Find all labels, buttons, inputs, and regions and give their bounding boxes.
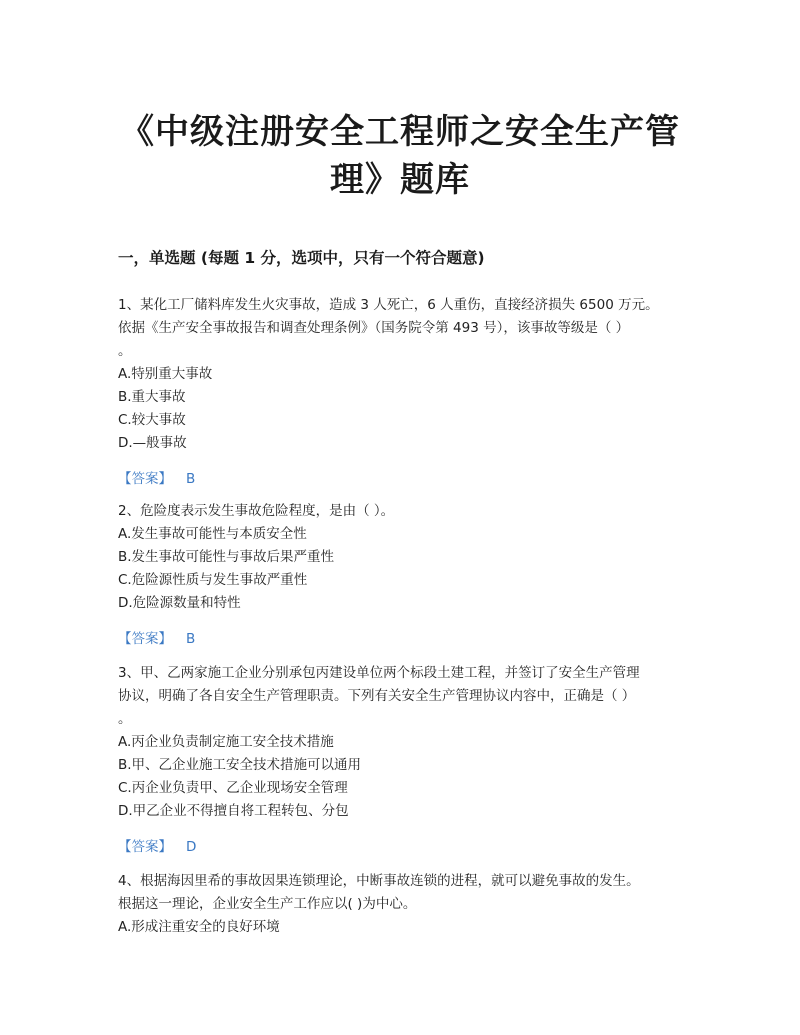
answer-label: 【答案】 [118,839,172,855]
stem-line: 根据这一理论，企业安全生产工作应以( )为中心。 [118,896,417,912]
option-a: A.发生事故可能性与本质安全性 [118,526,307,542]
question-3 [118,662,678,859]
option-a: A.丙企业负责制定施工安全技术措施 [118,734,334,750]
question-stem [118,870,678,916]
question-stem [118,294,678,363]
question-1 [118,294,678,491]
answer-value: D [186,839,197,855]
option-c: C.丙企业负责甲、乙企业现场安全管理 [118,780,348,796]
answer-row [118,836,678,859]
stem-line: 3、甲、乙两家施工企业分别承包丙建设单位两个标段土建工程，并签订了安全生产管理 [118,665,640,681]
option-c: C.较大事故 [118,412,186,428]
answer-value: B [186,471,196,487]
question-2 [118,500,678,651]
option-d: D.甲乙企业不得擅自将工程转包、分包 [118,803,349,819]
option-b: B.重大事故 [118,389,186,405]
option-d: D.危险源数量和特性 [118,595,241,611]
option-a: A.特别重大事故 [118,366,213,382]
option-b: B.发生事故可能性与事故后果严重性 [118,549,335,565]
stem-line: 协议，明确了各自安全生产管理职责。下列有关安全生产管理协议内容中，正确是（ ） [118,688,636,704]
question-4 [118,870,678,939]
option-d: D.—般事故 [118,435,187,451]
answer-row [118,468,678,491]
answer-label: 【答案】 [118,631,172,647]
question-stem [118,662,678,731]
answer-value: B [186,631,196,647]
question-stem [118,500,678,523]
stem-line: 4、根据海因里希的事故因果连锁理论，中断事故连锁的进程，就可以避免事故的发生。 [118,873,640,889]
stem-line: 2、危险度表示发生事故危险程度，是由（ ）。 [118,503,395,519]
option-c: C.危险源性质与发生事故严重性 [118,572,308,588]
section-heading: 一，单选题 (每题 1 分，选项中，只有一个符合题意) [118,249,485,267]
stem-line: 1、某化工厂储料库发生火灾事故，造成 3 人死亡，6 人重伤，直接经济损失 6500 万元。 [118,297,659,313]
option-a: A.形成注重安全的良好环境 [118,919,280,935]
stem-line: 。 [118,343,132,359]
document-title: 《中级注册安全工程师之安全生产管理》题库 [120,112,680,200]
answer-row [118,628,678,651]
answer-label: 【答案】 [118,471,172,487]
stem-line: 依据《生产安全事故报告和调查处理条例》（国务院令第 493 号），该事故等级是（ ） [118,320,630,336]
stem-line: 。 [118,711,132,727]
option-b: B.甲、乙企业施工安全技术措施可以通用 [118,757,362,773]
